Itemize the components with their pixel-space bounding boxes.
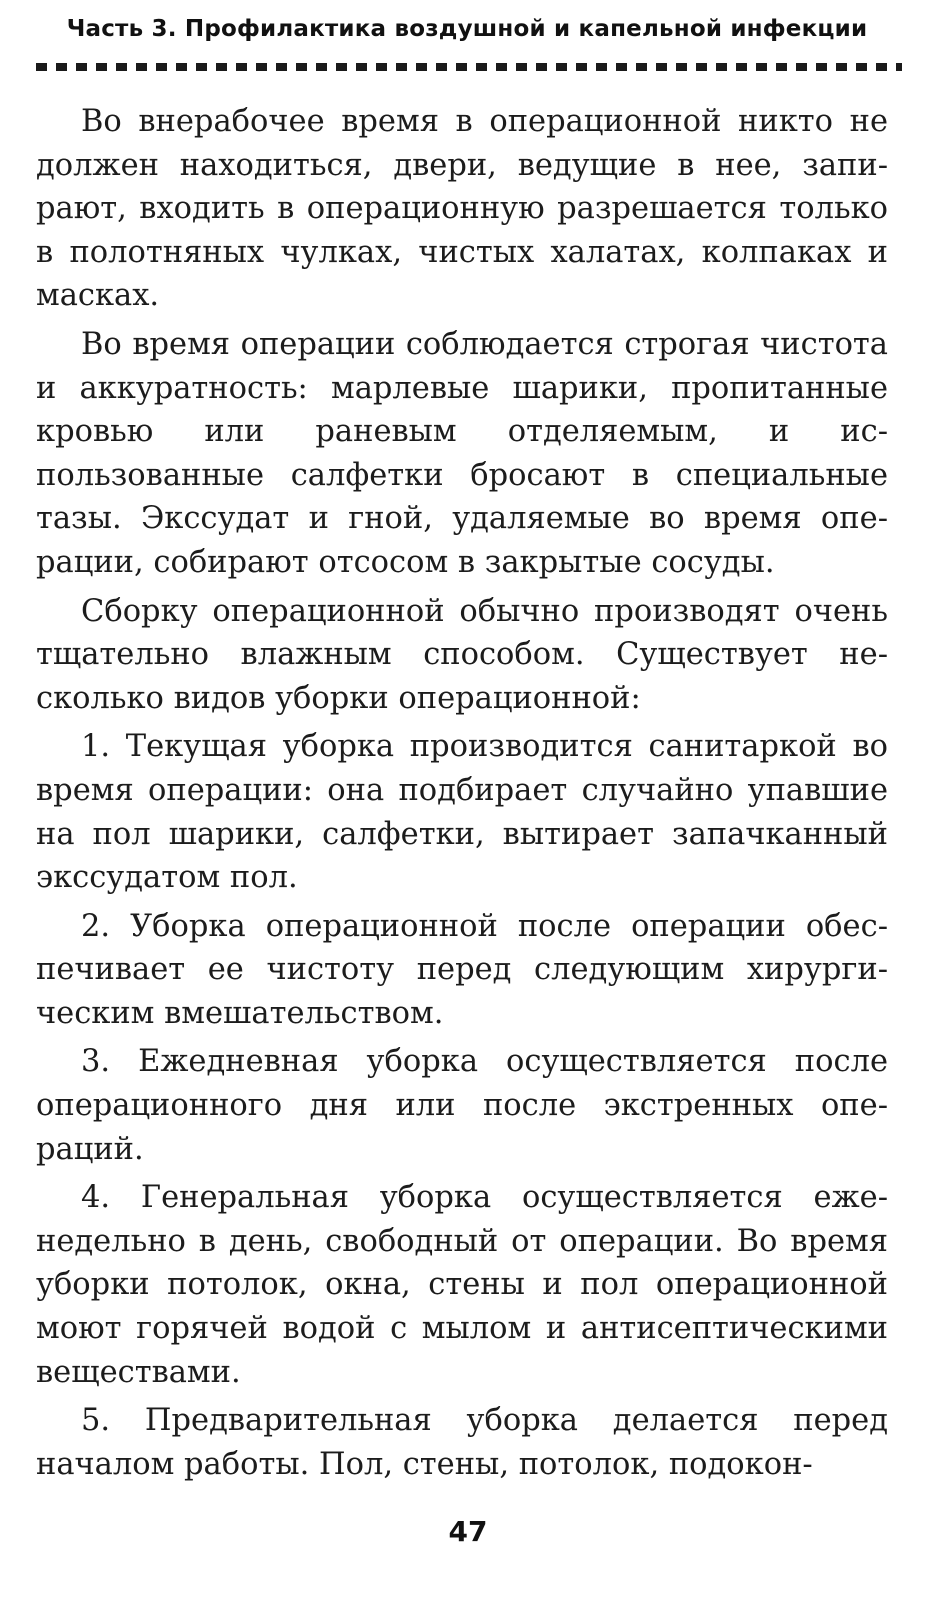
paragraph: Во внерабочее время в операционной никто не должен находиться, двери, ведущие в нее, запирают, входить в операционную разрешается только в полотняных чулках, чистых халатах, колпаках и масках.	[36, 104, 888, 314]
page-number: 47	[448, 1515, 488, 1548]
paragraph: Во время операции соблюдается строгая чистота и аккуратность: марлевые шарики, пропитанные кровью или раневым отделяемым, и использованные салфетки бросают в специальные тазы. Экссудат и гной, удаляемые во время операции, собирают отсосом в закрытые сосуды.	[36, 326, 888, 580]
running-header: Часть 3. Профилактика воздушной и капельной инфекции	[66, 16, 868, 42]
list-item-paragraph: 1. Текущая уборка производится санитаркой во время операции: она подбирает случайно упавшие на пол шарики, салфетки, вытирает запачканный экссудатом пол.	[36, 729, 888, 896]
paragraph: Сборку операционной обычно производят очень тщательно влажным способом. Существует несколько видов уборки операционной:	[36, 593, 888, 716]
body-text	[36, 100, 888, 1491]
header-dotted-rule	[36, 63, 902, 71]
list-item-paragraph: 5. Предварительная уборка делается перед началом работы. Пол, стены, потолок, подокон-	[36, 1403, 888, 1482]
list-item-paragraph: 4. Генеральная уборка осуществляется еженедельно в день, свободный от операции. Во время уборки потолок, окна, стены и пол операционной моют горячей водой с мылом и антисептическими веществами.	[36, 1180, 888, 1390]
list-item-paragraph: 2. Уборка операционной после операции обеспечивает ее чистоту перед следующим хирургическим вмешательством.	[36, 908, 888, 1031]
list-item-paragraph: 3. Ежедневная уборка осуществляется после операционного дня или после экстренных операций.	[36, 1044, 888, 1167]
